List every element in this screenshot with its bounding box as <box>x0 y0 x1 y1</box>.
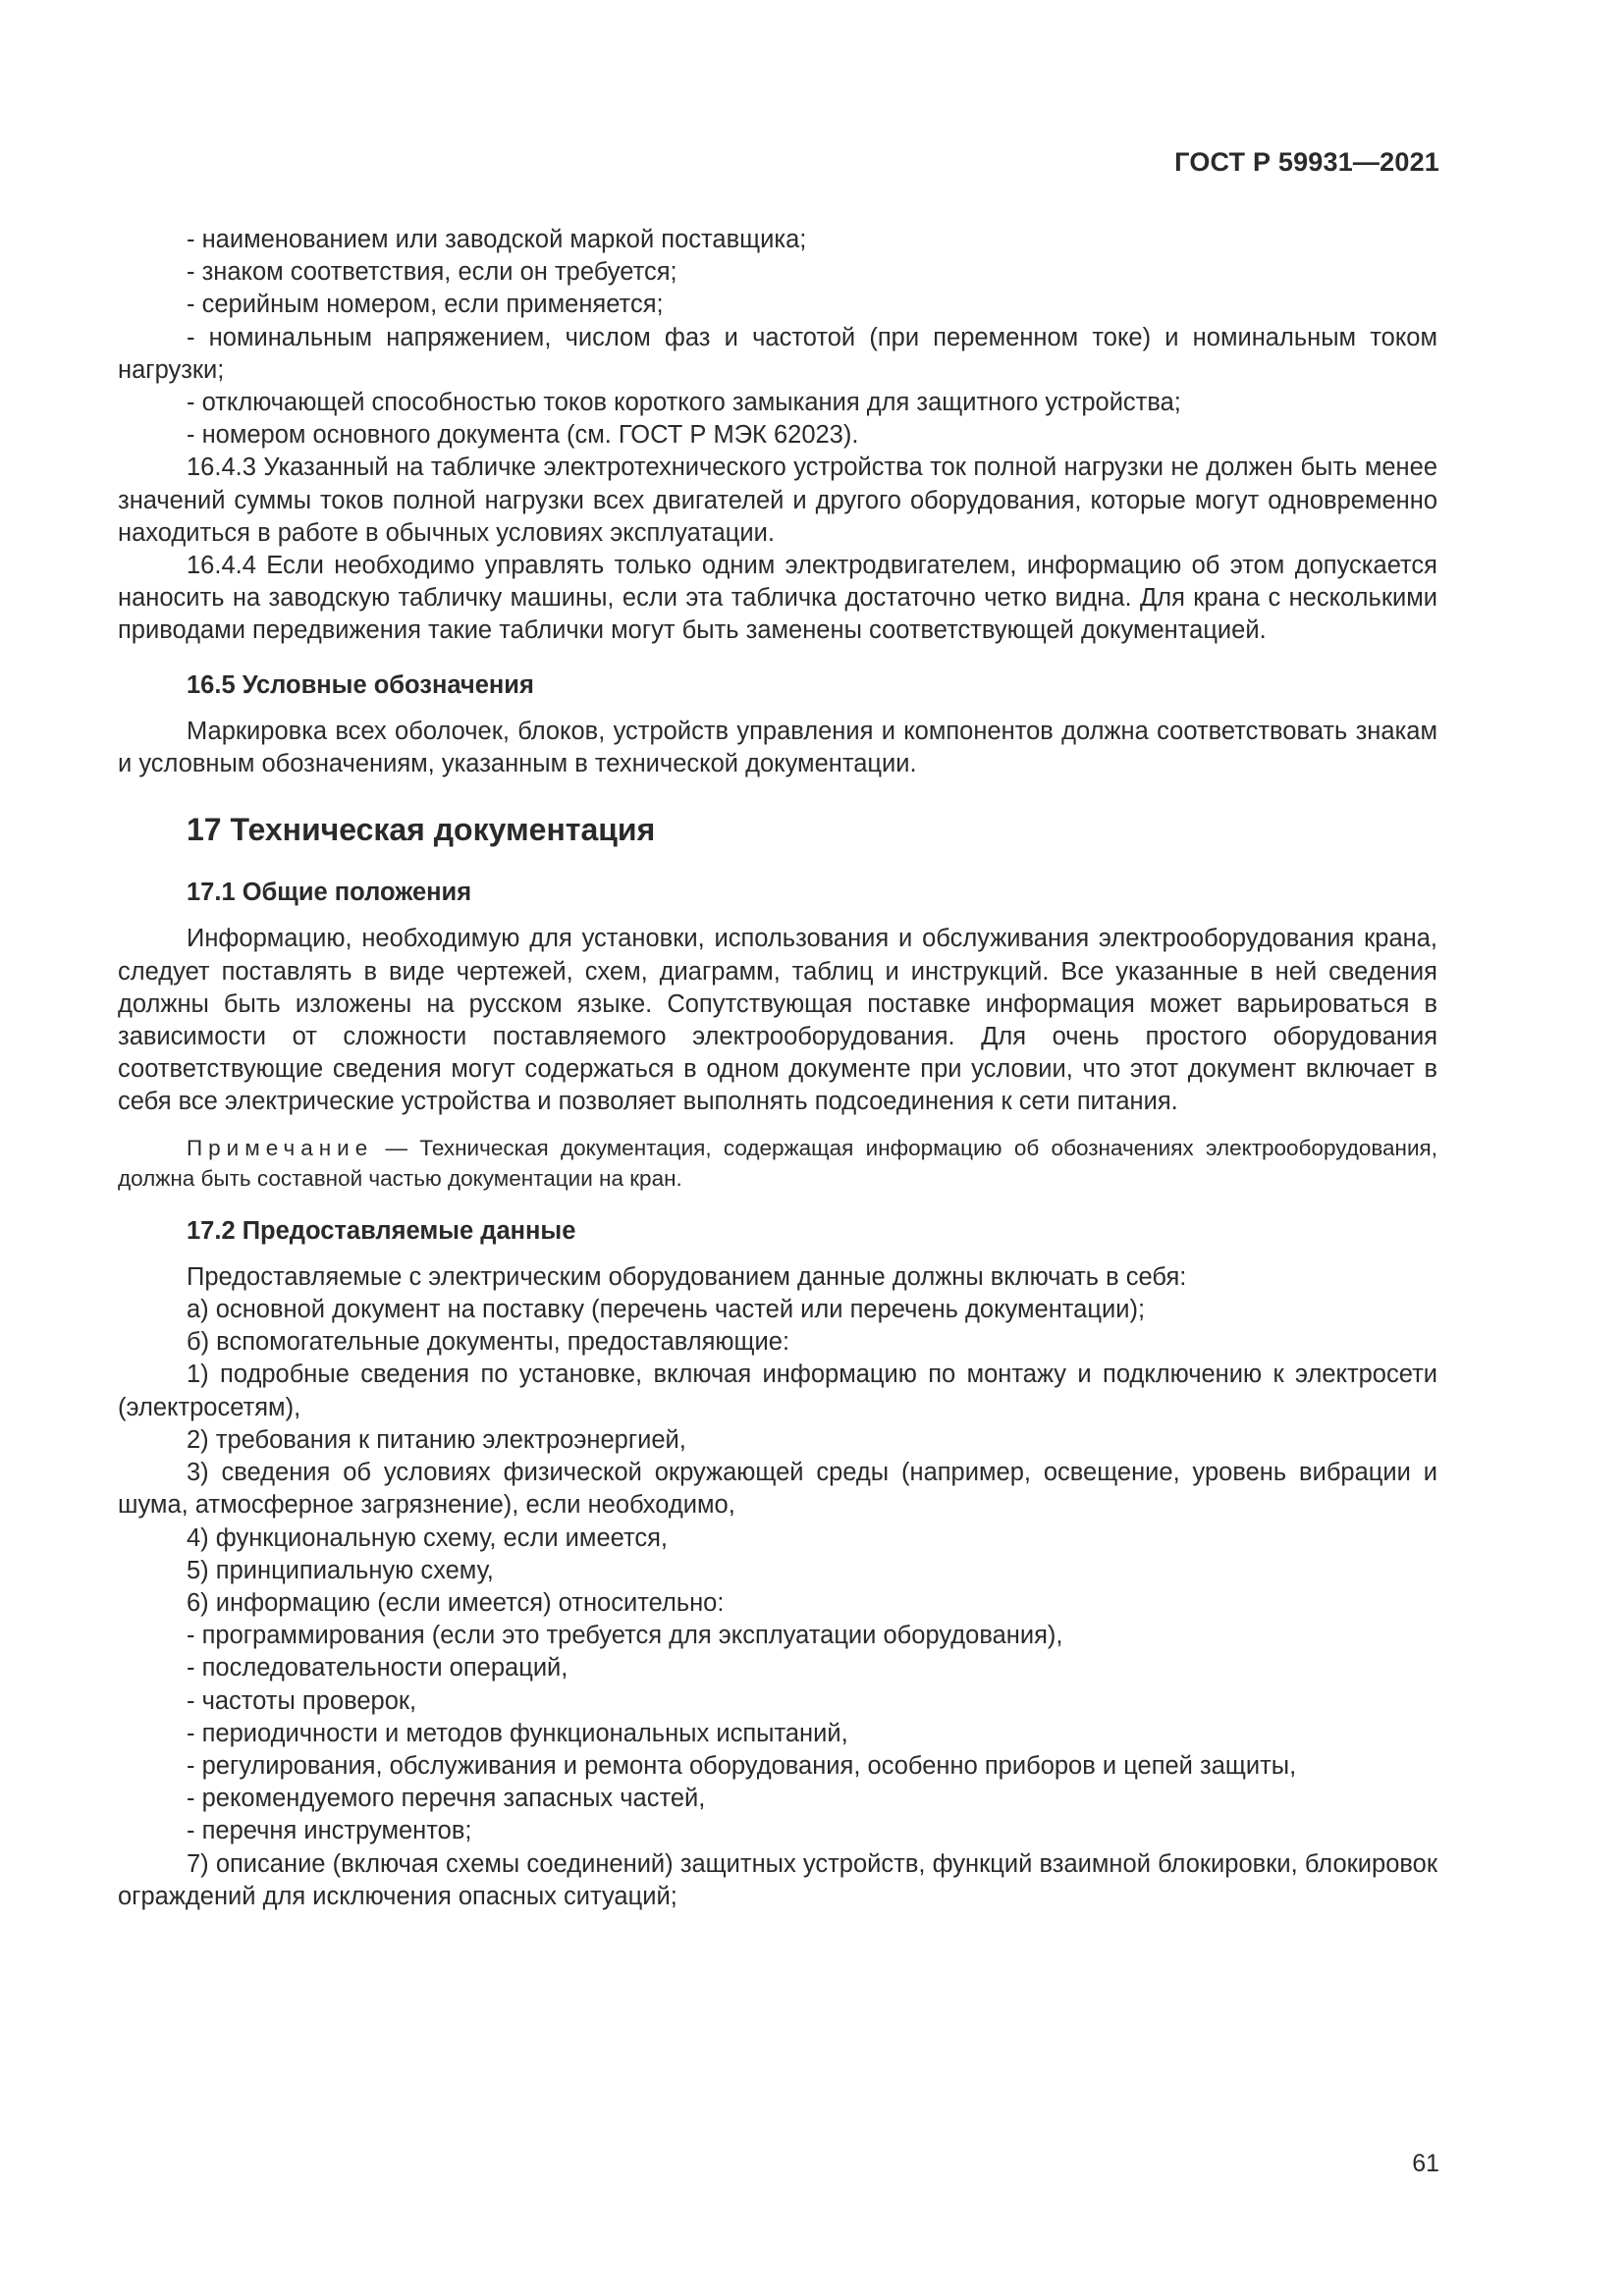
page-number: 61 <box>1412 2150 1439 2177</box>
heading-17-1: 17.1 Общие положения <box>187 879 472 907</box>
list-item: - серийным номером, если применяется; <box>187 291 664 319</box>
heading-16-5: 16.5 Условные обозначения <box>187 670 534 699</box>
list-item: 2) требования к питанию электроэнергией, <box>187 1425 686 1454</box>
clause-17-1-text: Информацию, необходимую для установки, использования и обслуживания электрооборудования крана, следует поставлять в виде чертежей, схем, диаграмм, таблиц и инструкций. Все указанные в ней сведения должны быть изложены на русском языке. Сопутствующая поставке информация может варьироваться в зависимости от сложности поставляемого электрооборудования. Для очень простого оборудования соответствующие сведения могут содержаться в одном документе при условии, что этот документ включает в себя все электрические устройства и позволяет выполнять подсоединения к сети питания. <box>118 925 1437 1116</box>
list-item: 4) функциональную схему, если имеется, <box>187 1523 668 1552</box>
note-label: Примечание <box>187 1135 374 1160</box>
list-item: - программирования (если это требуется для эксплуатации оборудования), <box>187 1622 1063 1650</box>
note <box>118 1133 1437 1194</box>
heading-17: 17 Техническая документация <box>187 812 656 848</box>
list-item: 6) информацию (если имеется) относительно: <box>187 1588 725 1617</box>
list-item: а) основной документ на поставку (перечень частей или перечень документации); <box>187 1296 1146 1324</box>
list-item: - отключающей способностью токов короткого замыкания для защитного устройства; <box>187 389 1181 417</box>
list-item: - частоты проверок, <box>187 1686 417 1715</box>
list-item: - номинальным напряжением, числом фаз и частотой (при переменном токе) и номинальным током нагрузки; <box>118 323 1437 384</box>
list-item: - рекомендуемого перечня запасных частей, <box>187 1785 706 1813</box>
list-item: - наименованием или заводской маркой поставщика; <box>187 226 807 253</box>
list-item: - перечня инструментов; <box>187 1817 472 1845</box>
heading-17-2: 17.2 Предоставляемые данные <box>187 1216 576 1245</box>
clause-16-5-text: Маркировка всех оболочек, блоков, устройств управления и компонентов должна соответствовать знакам и условным обозначениям, указанным в технической документации. <box>118 717 1437 778</box>
clause-16-4-4: 16.4.4 Если необходимо управлять только одним электродвигателем, информацию об этом допускается наносить на заводскую табличку машины, если эта табличка достаточно четко видна. Для крана с несколькими приводами передвижения такие таблички могут быть заменены соответствующей документацией. <box>118 552 1437 645</box>
list-item: - знаком соответствия, если он требуется; <box>187 258 677 287</box>
list-item: 3) сведения об условиях физической окружающей среды (например, освещение, уровень вибрации и шума, атмосферное загрязнение), если необходимо, <box>118 1459 1437 1520</box>
list-item: - периодичности и методов функциональных испытаний, <box>187 1719 848 1747</box>
list-item: 7) описание (включая схемы соединений) защитных устройств, функций взаимной блокировки, блокировок ограждений для исключения опасных ситуаций; <box>118 1849 1437 1910</box>
clause-16-4-3: 16.4.3 Указанный на табличке электротехнического устройства ток полной нагрузки не должен быть менее значений суммы токов полной нагрузки всех двигателей и другого оборудования, которые могут одновременно находиться в работе в обычных условиях эксплуатации. <box>118 454 1437 547</box>
note-text: — Техническая документация, содержащая информацию об обозначениях электрооборудования, должна быть составной частью документации на кран. <box>118 1135 1437 1191</box>
list-item: Предоставляемые с электрическим оборудованием данные должны включать в себя: <box>187 1262 1187 1291</box>
list-item: - регулирования, обслуживания и ремонта оборудования, особенно приборов и цепей защиты, <box>187 1751 1297 1780</box>
list-item: 5) принципиальную схему, <box>187 1556 494 1584</box>
standard-header: ГОСТ Р 59931—2021 <box>1174 147 1439 177</box>
page-body <box>118 224 1437 1913</box>
list-item: - номером основного документа (см. ГОСТ Р МЭК 62023). <box>187 421 859 450</box>
list-item: б) вспомогательные документы, предоставляющие: <box>187 1328 790 1357</box>
list-item: 1) подробные сведения по установке, включая информацию по монтажу и подключению к электросети (электросетям), <box>118 1361 1437 1421</box>
list-item: - последовательности операций, <box>187 1654 568 1682</box>
